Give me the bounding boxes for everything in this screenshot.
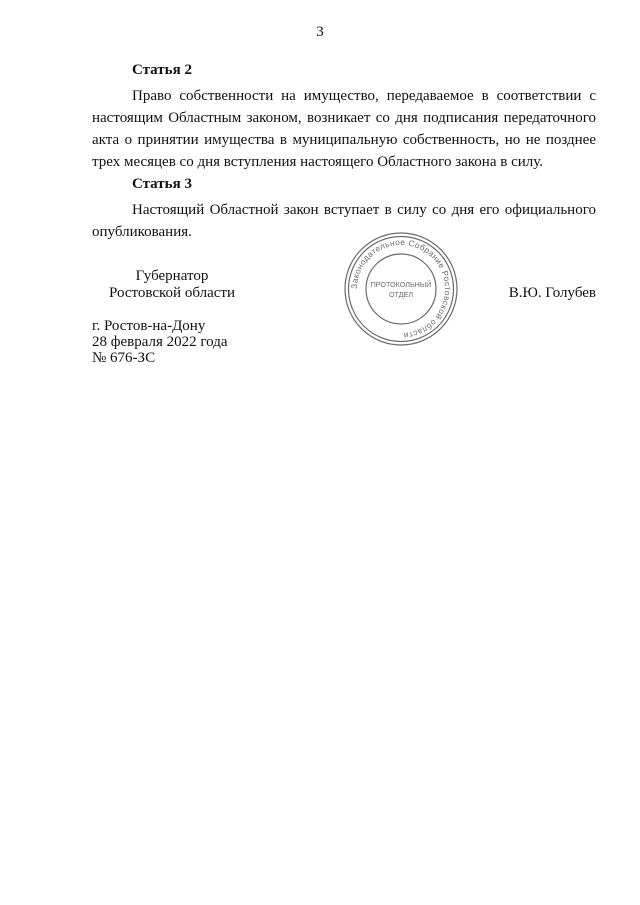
law-number: № 676-ЗС xyxy=(92,350,156,366)
seal-center-line2: ОТДЕЛ xyxy=(388,290,414,299)
seal-center-line1: ПРОТОКОЛЬНЫЙ xyxy=(370,280,432,289)
place-date: 28 февраля 2022 года xyxy=(92,334,228,350)
place-city: г. Ростов-на-Дону xyxy=(92,318,206,334)
signatory-name: В.Ю. Голубев xyxy=(508,285,596,301)
article-heading: Статья 2 xyxy=(132,62,192,78)
signatory-title-line2: Ростовской области xyxy=(109,285,235,301)
seal-graphic xyxy=(342,230,460,348)
article-2 xyxy=(92,62,596,173)
official-seal xyxy=(342,230,460,348)
article-body: Право собственности на имущество, передаваемое в соответствии с настоящим Областным законом, возникает со дня подписания передаточного акта о принятии имущества в муниципальную собственность, но не позднее трех месяцев со дня вступления настоящего Областного закона в силу. xyxy=(92,88,596,170)
seal-outer-ring xyxy=(345,233,457,345)
article-body: Настоящий Областной закон вступает в силу со дня его официального опубликования. xyxy=(92,202,596,240)
seal-ring-text: Законодательное Собрание Ростовской области xyxy=(348,236,454,341)
place-date-block xyxy=(92,318,228,366)
seal-inner-ring xyxy=(366,254,436,324)
signatory-title xyxy=(92,268,252,302)
signatory-title-line1: Губернатор xyxy=(135,268,209,284)
page-number: 3 xyxy=(316,24,324,40)
article-heading: Статья 3 xyxy=(132,176,192,192)
